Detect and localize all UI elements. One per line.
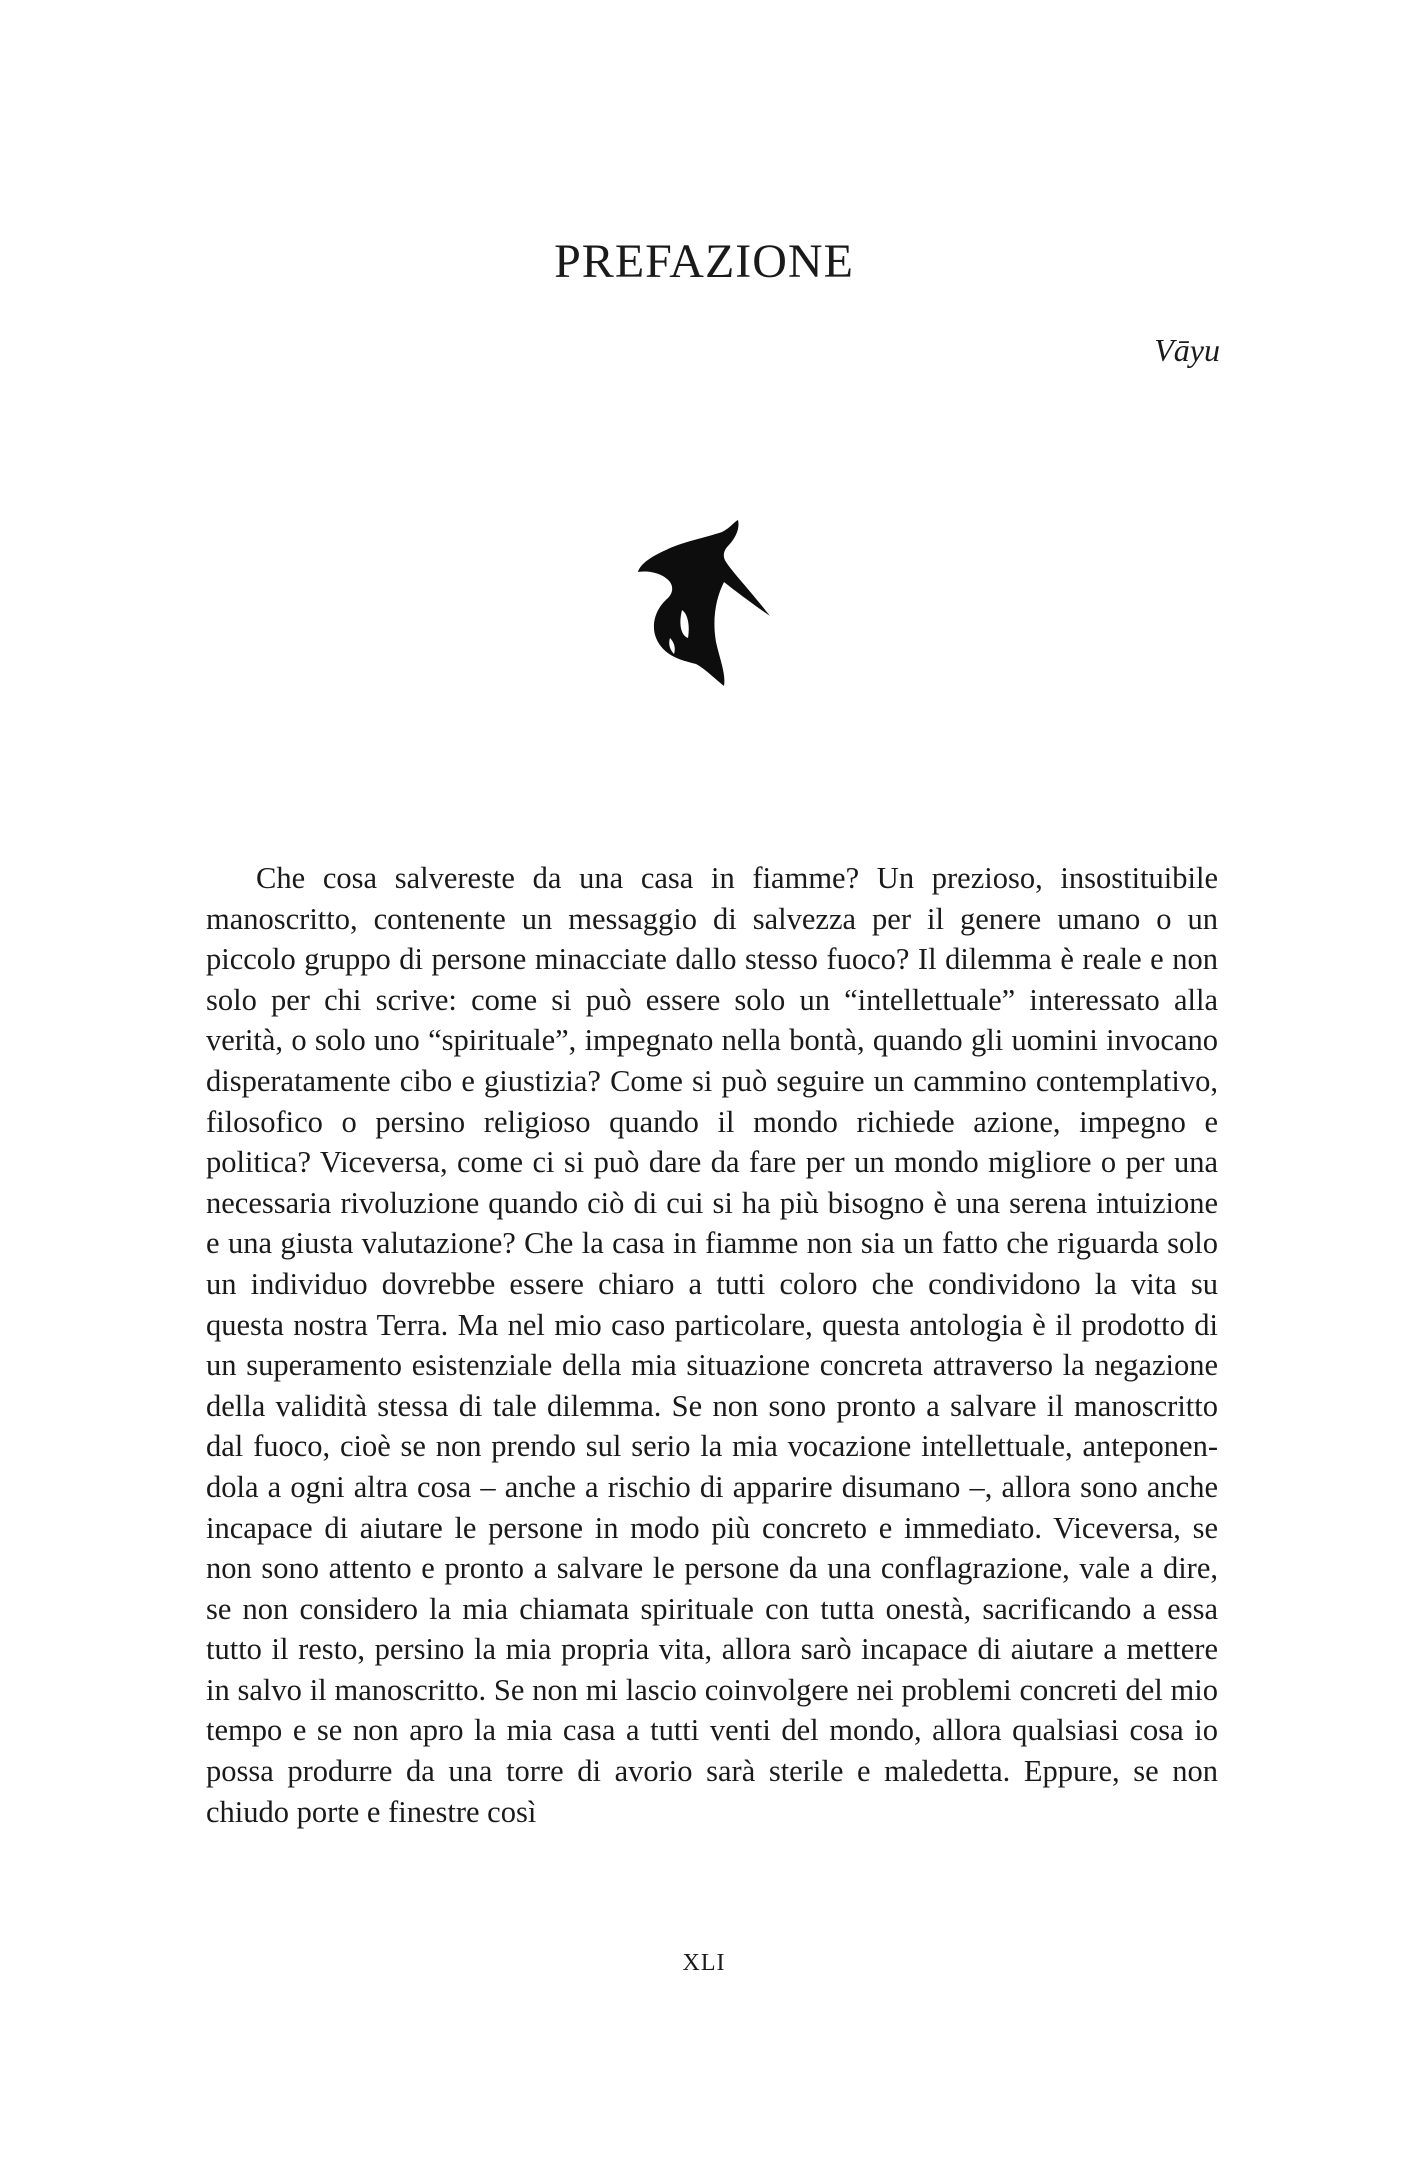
page-number: XLI: [682, 1950, 726, 1976]
body-paragraph: Che cosa salvereste da una casa in fiamme? Un prezioso, insostituibile manoscritto, contenente un messaggio di salvezza per il genere umano o un piccolo gruppo di persone minacciate dallo stesso fuoco? Il dilemma è reale e non solo per chi scrive: come si può essere solo un “intellettuale” interessato alla verità, o solo uno “spirituale”, impegnato nella bontà, quando gli uomini invocano disperatamente cibo e giustizia? Come si può seguire un cammino contemplativo, filosofico o persino religioso quando il mondo richiede azione, impegno e politica? Viceversa, come ci si può dare da fare per un mondo migliore o per una necessaria rivoluzione quando ciò di cui si ha più bisogno è una serena intuizione e una giusta valutazione? Che la casa in fiamme non sia un fatto che riguarda solo un individuo dovrebbe essere chiaro a tutti coloro che condividono la vita su questa nostra Terra. Ma nel mio caso particolare, questa antologia è il prodotto di un superamento esistenziale della mia situazione concreta attraverso la negazione della validità stessa di tale dilemma. Se non sono pronto a salvare il manoscritto dal fuoco, cioè se non prendo sul serio la mia vocazione intellettuale, anteponendola a ogni altra cosa – anche a rischio di apparire disumano –, allora sono anche incapace di aiutare le persone in modo più concreto e immediato. Viceversa, se non sono attento e pronto a salvare le persone da una conflagrazione, vale a dire, se non considero la mia chiamata spirituale con tutta onestà, sacrificando a essa tutto il resto, persino la mia propria vita, allora sarò incapace di aiutare a mettere in salvo il manoscritto. Se non mi lascio coinvolgere nei problemi concreti del mio tempo e se non apro la mia casa a tutti venti del mondo, allora qualsiasi cosa io possa produrre da una torre di avorio sarà sterile e maledetta. Eppure, se non chiudo porte e finestre così: [206, 861, 1218, 1829]
chapter-subtitle: Vāyu: [1154, 332, 1220, 368]
va-syllable-glyph-icon: [630, 518, 780, 688]
chapter-title: PREFAZIONE: [554, 235, 854, 288]
